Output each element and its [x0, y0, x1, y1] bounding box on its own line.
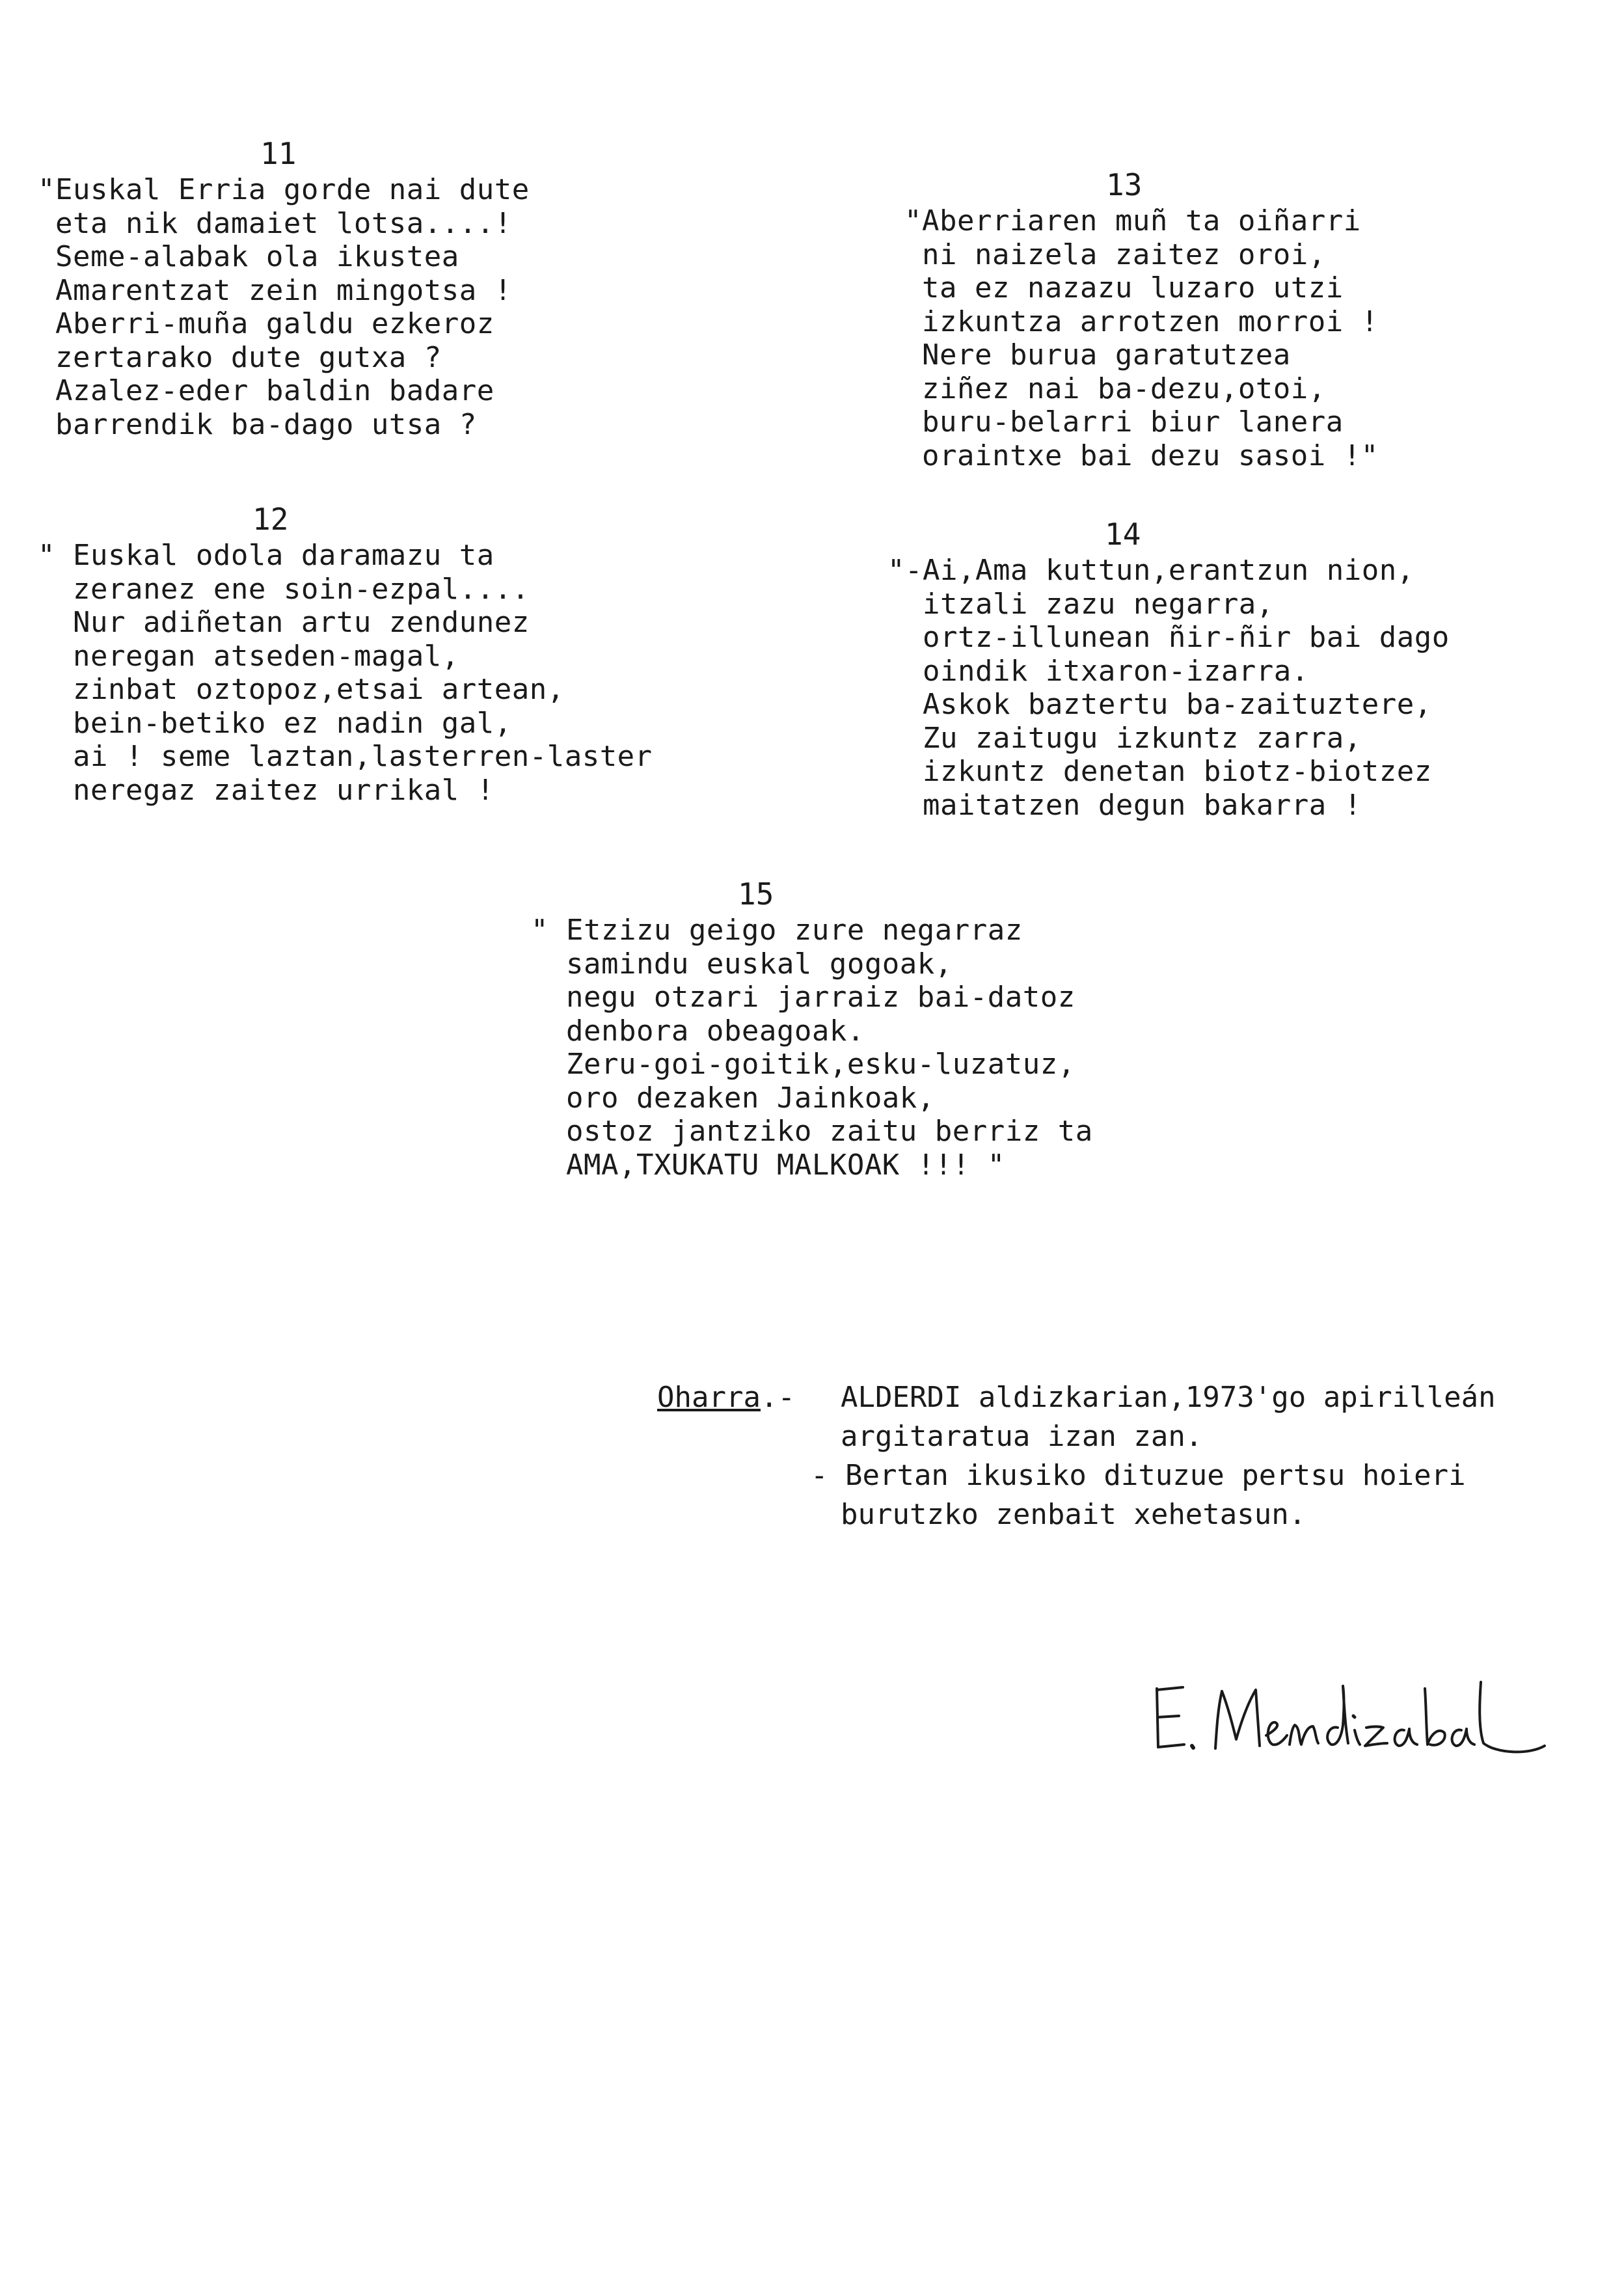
verse-line: ta ez nazazu luzaro utzi: [904, 271, 1344, 305]
verse-line: Nere burua garatutzea: [904, 338, 1291, 372]
verse-line: Zu zaitugu izkuntz zarra,: [887, 721, 1362, 755]
verse-line: ni naizela zaitez oroi,: [904, 238, 1326, 271]
stanza-15: [531, 877, 1093, 1182]
verse-line: buru-belarri biur lanera: [904, 405, 1344, 439]
stanza-number: 13: [1106, 167, 1143, 202]
verse-line: neregaz zaitez urrikal !: [38, 773, 494, 807]
footnote-row: [657, 1495, 1496, 1534]
footnote-row: [657, 1417, 1496, 1456]
stanza-12: [38, 502, 653, 807]
stanza-14: [887, 517, 1450, 822]
stanza-number: 15: [738, 876, 774, 912]
verse-line: " Etzizu geigo zure negarraz: [531, 914, 1023, 947]
verse-line: "-Ai,Ama kuttun,erantzun nion,: [887, 554, 1414, 587]
handwritten-signature: [1145, 1663, 1549, 1773]
verse-line: Zeru-goi-goitik,esku-luzatuz,: [531, 1048, 1076, 1081]
verse-line: Amarentzat zein mingotsa !: [38, 273, 512, 307]
stanza-number: 14: [1105, 517, 1141, 552]
verse-line: Askok baztertu ba-zaituztere,: [887, 688, 1432, 721]
stanza-number: 12: [252, 502, 289, 537]
verse-line: " Euskal odola daramazu ta: [38, 539, 494, 572]
footnote: [657, 1378, 1496, 1534]
verse-line: neregan atseden-magal,: [38, 639, 459, 673]
verse-line: eta nik damaiet lotsa....!: [38, 206, 512, 240]
verse-line: maitatzen degun bakarra !: [887, 788, 1362, 822]
verse-line: samindu euskal gogoak,: [531, 947, 953, 981]
stanza-lines: [38, 539, 653, 807]
footnote-text: ALDERDI aldizkarian,1973'go apirilleán: [841, 1381, 1496, 1414]
stanza-lines: [38, 173, 530, 441]
verse-line: "Euskal Erria gorde nai dute: [38, 173, 530, 206]
verse-line: itzali zazu negarra,: [887, 587, 1274, 621]
footnote-row: [657, 1456, 1496, 1495]
verse-line: ostoz jantziko zaitu berriz ta: [531, 1115, 1093, 1148]
verse-line: izkuntza arrotzen morroi !: [904, 305, 1379, 338]
verse-line: AMA,TXUKATU MALKOAK !!! ": [531, 1148, 1005, 1182]
footnote-dash: .-: [760, 1381, 813, 1414]
verse-line: Seme-alabak ola ikustea: [38, 240, 459, 273]
verse-line: denbora obeagoak.: [531, 1014, 865, 1048]
verse-line: oro dezaken Jainkoak,: [531, 1081, 935, 1115]
footnote-text: - Bertan ikusiko dituzue pertsu hoieri: [811, 1459, 1466, 1492]
stanza-lines: [904, 204, 1379, 472]
footnote-text: burutzko zenbait xehetasun.: [841, 1498, 1306, 1531]
footnote-row: [657, 1378, 1496, 1417]
verse-line: Nur adiñetan artu zendunez: [38, 606, 530, 639]
verse-line: ziñez nai ba-dezu,otoi,: [904, 372, 1326, 405]
verse-line: ai ! seme laztan,lasterren-laster: [38, 740, 653, 773]
verse-line: oraintxe bai dezu sasoi !": [904, 439, 1379, 472]
stanza-13: [904, 168, 1379, 472]
verse-line: oindik itxaron-izarra.: [887, 654, 1309, 688]
verse-line: bein-betiko ez nadin gal,: [38, 706, 512, 740]
stanza-lines: [887, 554, 1450, 822]
footnote-text: argitaratua izan zan.: [841, 1420, 1203, 1453]
verse-line: zertarako dute gutxa ?: [38, 340, 442, 374]
verse-line: negu otzari jarraiz bai-datoz: [531, 981, 1076, 1014]
footnote-heading: [657, 1378, 841, 1417]
stanza-lines: [531, 914, 1093, 1182]
verse-line: ortz-illunean ñir-ñir bai dago: [887, 621, 1450, 654]
verse-line: izkuntz denetan biotz-biotzez: [887, 755, 1432, 788]
verse-line: barrendik ba-dago utsa ?: [38, 407, 477, 441]
stanza-11: [38, 137, 530, 441]
verse-line: zeranez ene soin-ezpal....: [38, 572, 530, 606]
verse-line: zinbat oztopoz,etsai artean,: [38, 673, 565, 706]
footnote-label: Oharra: [657, 1381, 761, 1414]
verse-line: "Aberriaren muñ ta oiñarri: [904, 204, 1361, 238]
verse-line: Azalez-eder baldin badare: [38, 374, 494, 407]
stanza-number: 11: [260, 136, 297, 171]
verse-line: Aberri-muña galdu ezkeroz: [38, 307, 494, 340]
